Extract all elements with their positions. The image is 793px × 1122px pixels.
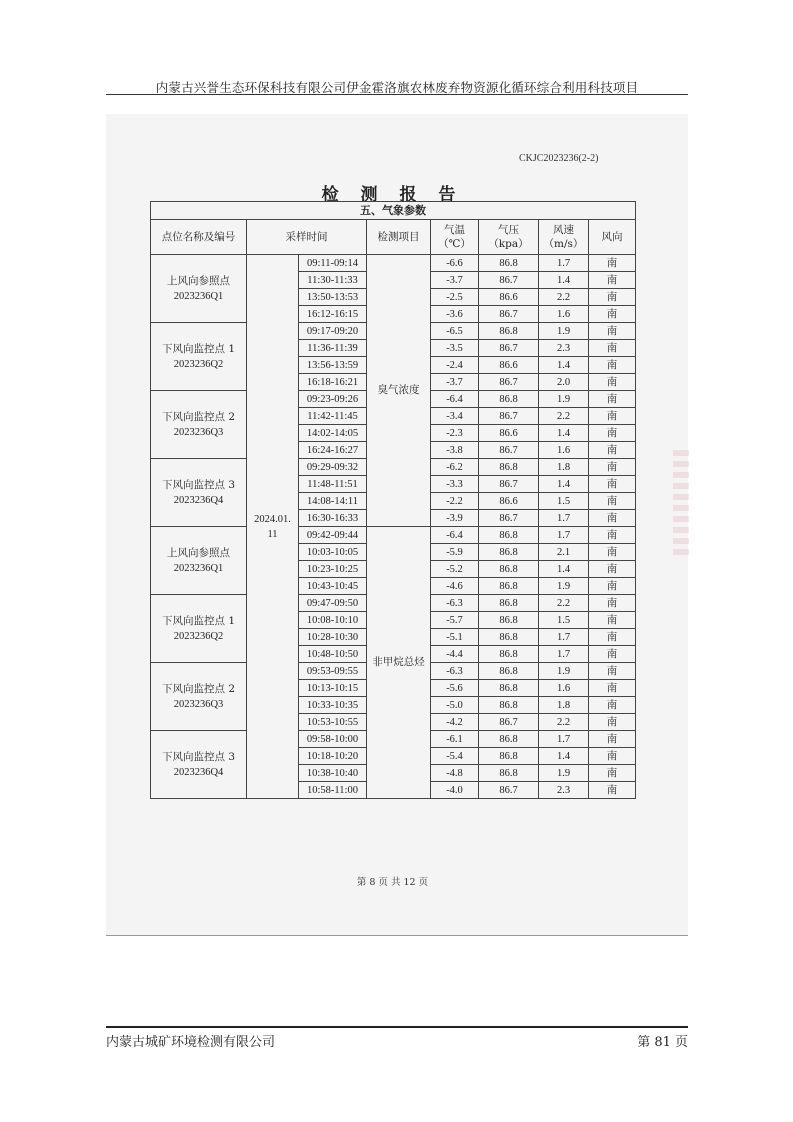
page-header-title: 内蒙古兴誉生态环保科技有限公司伊金霍洛旗农林废弃物资源化循环综合利用科技项目 <box>155 80 639 95</box>
sampling-time-cell: 10:08-10:10 <box>299 612 367 629</box>
temperature-cell: -5.2 <box>431 561 479 578</box>
wind-speed-cell: 1.4 <box>539 748 589 765</box>
point-name-cell <box>151 255 247 323</box>
column-header-pressure-label: 气压 <box>498 224 519 236</box>
sampling-time-cell: 09:29-09:32 <box>299 459 367 476</box>
wind-direction-cell: 南 <box>589 714 636 731</box>
table-body <box>151 255 636 799</box>
wind-speed-cell: 1.6 <box>539 442 589 459</box>
column-header-temperature-unit: （℃） <box>438 238 471 250</box>
temperature-cell: -6.2 <box>431 459 479 476</box>
column-header-temperature-label: 气温 <box>444 224 465 236</box>
sampling-time-cell: 10:38-10:40 <box>299 765 367 782</box>
wind-direction-cell: 南 <box>589 459 636 476</box>
test-item-cell: 非甲烷总烃 <box>367 527 431 799</box>
temperature-cell: -4.4 <box>431 646 479 663</box>
sampling-time-cell: 10:58-11:00 <box>299 782 367 799</box>
wind-direction-cell: 南 <box>589 340 636 357</box>
temperature-cell: -5.7 <box>431 612 479 629</box>
sampling-time-cell: 10:33-10:35 <box>299 697 367 714</box>
sampling-time-cell: 10:18-10:20 <box>299 748 367 765</box>
wind-direction-cell: 南 <box>589 391 636 408</box>
wind-direction-cell: 南 <box>589 408 636 425</box>
pressure-cell: 86.7 <box>479 476 539 493</box>
pressure-cell: 86.7 <box>479 782 539 799</box>
temperature-cell: -2.5 <box>431 289 479 306</box>
sampling-time-cell: 16:12-16:15 <box>299 306 367 323</box>
pressure-cell: 86.8 <box>479 527 539 544</box>
wind-speed-cell: 1.4 <box>539 561 589 578</box>
pressure-cell: 86.8 <box>479 612 539 629</box>
sampling-time-cell: 10:13-10:15 <box>299 680 367 697</box>
wind-direction-cell: 南 <box>589 357 636 374</box>
point-name: 下风向监控点 3 <box>161 750 236 763</box>
point-code: 2023236Q1 <box>173 290 224 302</box>
pressure-cell: 86.7 <box>479 272 539 289</box>
point-code: 2023236Q2 <box>173 358 224 370</box>
test-item-cell: 臭气浓度 <box>367 255 431 527</box>
sampling-time-cell: 10:23-10:25 <box>299 561 367 578</box>
wind-speed-cell: 1.7 <box>539 629 589 646</box>
sampling-time-cell: 09:47-09:50 <box>299 595 367 612</box>
wind-direction-cell: 南 <box>589 663 636 680</box>
pressure-cell: 86.8 <box>479 459 539 476</box>
column-header-wind-speed-unit: （m/s） <box>543 238 584 250</box>
column-header-wind-speed-label: 风速 <box>553 224 574 236</box>
wind-direction-cell: 南 <box>589 544 636 561</box>
sampling-time-cell: 11:42-11:45 <box>299 408 367 425</box>
temperature-cell: -3.3 <box>431 476 479 493</box>
seal-stamp-edge <box>673 450 689 555</box>
pressure-cell: 86.8 <box>479 578 539 595</box>
wind-direction-cell: 南 <box>589 612 636 629</box>
column-header-pressure-unit: （kpa） <box>488 238 529 250</box>
sampling-time-cell: 14:02-14:05 <box>299 425 367 442</box>
point-code: 2023236Q2 <box>173 630 224 642</box>
pressure-cell: 86.8 <box>479 663 539 680</box>
point-code: 2023236Q4 <box>173 766 224 778</box>
point-code: 2023236Q1 <box>173 562 224 574</box>
pressure-cell: 86.7 <box>479 714 539 731</box>
point-name: 上风向参照点 <box>167 274 230 287</box>
pressure-cell: 86.8 <box>479 629 539 646</box>
footer-divider <box>106 1026 688 1028</box>
temperature-cell: -5.0 <box>431 697 479 714</box>
wind-direction-cell: 南 <box>589 629 636 646</box>
pressure-cell: 86.8 <box>479 697 539 714</box>
temperature-cell: -5.1 <box>431 629 479 646</box>
temperature-cell: -5.4 <box>431 748 479 765</box>
temperature-cell: -3.8 <box>431 442 479 459</box>
sampling-time-cell: 11:30-11:33 <box>299 272 367 289</box>
pressure-cell: 86.7 <box>479 374 539 391</box>
point-name-cell <box>151 459 247 527</box>
temperature-cell: -3.4 <box>431 408 479 425</box>
wind-speed-cell: 1.6 <box>539 680 589 697</box>
table-row <box>151 255 636 272</box>
wind-speed-cell: 2.2 <box>539 289 589 306</box>
temperature-cell: -3.9 <box>431 510 479 527</box>
sampling-time-cell: 09:17-09:20 <box>299 323 367 340</box>
wind-direction-cell: 南 <box>589 374 636 391</box>
wind-speed-cell: 1.7 <box>539 646 589 663</box>
point-name: 下风向监控点 1 <box>161 614 236 627</box>
point-code: 2023236Q4 <box>173 494 224 506</box>
column-header-item: 检测项目 <box>367 220 431 255</box>
sampling-time-cell: 13:56-13:59 <box>299 357 367 374</box>
temperature-cell: -3.5 <box>431 340 479 357</box>
sampling-time-cell: 14:08-14:11 <box>299 493 367 510</box>
report-code: CKJC2023236(2-2) <box>519 153 599 164</box>
pressure-cell: 86.8 <box>479 323 539 340</box>
sampling-date: 2024.01. <box>254 513 291 525</box>
column-header-sampling-time: 采样时间 <box>247 220 367 255</box>
pressure-cell: 86.6 <box>479 289 539 306</box>
pressure-cell: 86.7 <box>479 340 539 357</box>
temperature-cell: -4.0 <box>431 782 479 799</box>
wind-direction-cell: 南 <box>589 527 636 544</box>
point-name: 下风向监控点 3 <box>161 478 236 491</box>
sampling-time-cell: 09:23-09:26 <box>299 391 367 408</box>
column-header-wind-direction: 风向 <box>589 220 636 255</box>
point-name: 上风向参照点 <box>167 546 230 559</box>
point-name-cell <box>151 323 247 391</box>
wind-speed-cell: 2.3 <box>539 340 589 357</box>
pressure-cell: 86.8 <box>479 731 539 748</box>
wind-speed-cell: 2.3 <box>539 782 589 799</box>
sampling-time-cell: 10:43-10:45 <box>299 578 367 595</box>
wind-speed-cell: 1.7 <box>539 510 589 527</box>
wind-speed-cell: 1.7 <box>539 731 589 748</box>
wind-direction-cell: 南 <box>589 510 636 527</box>
temperature-cell: -3.6 <box>431 306 479 323</box>
wind-direction-cell: 南 <box>589 748 636 765</box>
point-name-cell <box>151 391 247 459</box>
sampling-date-day: 11 <box>267 528 278 540</box>
wind-direction-cell: 南 <box>589 255 636 272</box>
sampling-time-cell: 16:24-16:27 <box>299 442 367 459</box>
wind-speed-cell: 1.5 <box>539 493 589 510</box>
column-header-temperature <box>431 220 479 255</box>
wind-direction-cell: 南 <box>589 595 636 612</box>
wind-speed-cell: 1.5 <box>539 612 589 629</box>
wind-speed-cell: 1.4 <box>539 272 589 289</box>
temperature-cell: -6.5 <box>431 323 479 340</box>
wind-direction-cell: 南 <box>589 493 636 510</box>
point-code: 2023236Q3 <box>173 426 224 438</box>
pressure-cell: 86.8 <box>479 680 539 697</box>
sampling-time-cell: 10:03-10:05 <box>299 544 367 561</box>
footer-page-number: 第 81 页 <box>637 1035 688 1050</box>
report-page-number: 第 8 页 共 12 页 <box>356 877 429 888</box>
pressure-cell: 86.8 <box>479 544 539 561</box>
wind-direction-cell: 南 <box>589 289 636 306</box>
temperature-cell: -4.2 <box>431 714 479 731</box>
temperature-cell: -4.6 <box>431 578 479 595</box>
temperature-cell: -4.8 <box>431 765 479 782</box>
header-divider <box>106 94 688 95</box>
wind-speed-cell: 1.9 <box>539 765 589 782</box>
temperature-cell: -2.2 <box>431 493 479 510</box>
table-section-title: 五、气象参数 <box>151 202 636 220</box>
pressure-cell: 86.8 <box>479 561 539 578</box>
wind-speed-cell: 1.4 <box>539 425 589 442</box>
temperature-cell: -6.6 <box>431 255 479 272</box>
sampling-date-cell <box>247 255 299 799</box>
temperature-cell: -3.7 <box>431 272 479 289</box>
wind-speed-cell: 2.2 <box>539 595 589 612</box>
column-header-wind-speed <box>539 220 589 255</box>
wind-direction-cell: 南 <box>589 765 636 782</box>
temperature-cell: -3.7 <box>431 374 479 391</box>
wind-direction-cell: 南 <box>589 476 636 493</box>
pressure-cell: 86.8 <box>479 595 539 612</box>
wind-speed-cell: 1.4 <box>539 357 589 374</box>
wind-speed-cell: 2.1 <box>539 544 589 561</box>
wind-speed-cell: 1.7 <box>539 527 589 544</box>
temperature-cell: -5.6 <box>431 680 479 697</box>
pressure-cell: 86.6 <box>479 493 539 510</box>
sampling-time-cell: 09:58-10:00 <box>299 731 367 748</box>
wind-direction-cell: 南 <box>589 697 636 714</box>
column-header-point: 点位名称及编号 <box>151 220 247 255</box>
sampling-time-cell: 16:30-16:33 <box>299 510 367 527</box>
wind-speed-cell: 1.9 <box>539 663 589 680</box>
wind-speed-cell: 1.7 <box>539 255 589 272</box>
temperature-cell: -6.4 <box>431 391 479 408</box>
point-name-cell <box>151 527 247 595</box>
pressure-cell: 86.7 <box>479 306 539 323</box>
sampling-time-cell: 09:42-09:44 <box>299 527 367 544</box>
point-name-cell <box>151 595 247 663</box>
point-name: 下风向监控点 2 <box>161 410 236 423</box>
sampling-time-cell: 09:53-09:55 <box>299 663 367 680</box>
wind-direction-cell: 南 <box>589 272 636 289</box>
wind-speed-cell: 1.8 <box>539 459 589 476</box>
wind-speed-cell: 1.9 <box>539 578 589 595</box>
wind-speed-cell: 1.8 <box>539 697 589 714</box>
sampling-time-cell: 09:11-09:14 <box>299 255 367 272</box>
sampling-time-cell: 11:36-11:39 <box>299 340 367 357</box>
wind-speed-cell: 1.4 <box>539 476 589 493</box>
wind-direction-cell: 南 <box>589 323 636 340</box>
meteorological-parameters-table <box>150 201 636 799</box>
wind-direction-cell: 南 <box>589 425 636 442</box>
wind-direction-cell: 南 <box>589 646 636 663</box>
sampling-time-cell: 11:48-11:51 <box>299 476 367 493</box>
wind-speed-cell: 2.2 <box>539 408 589 425</box>
footer-company: 内蒙古城矿环境检测有限公司 <box>106 1035 276 1050</box>
sampling-time-cell: 10:48-10:50 <box>299 646 367 663</box>
wind-speed-cell: 1.9 <box>539 323 589 340</box>
sampling-time-cell: 16:18-16:21 <box>299 374 367 391</box>
point-name: 下风向监控点 1 <box>161 342 236 355</box>
wind-direction-cell: 南 <box>589 442 636 459</box>
sampling-time-cell: 13:50-13:53 <box>299 289 367 306</box>
point-name: 下风向监控点 2 <box>161 682 236 695</box>
point-code: 2023236Q3 <box>173 698 224 710</box>
wind-speed-cell: 2.2 <box>539 714 589 731</box>
pressure-cell: 86.7 <box>479 442 539 459</box>
sampling-time-cell: 10:53-10:55 <box>299 714 367 731</box>
temperature-cell: -2.4 <box>431 357 479 374</box>
wind-speed-cell: 2.0 <box>539 374 589 391</box>
pressure-cell: 86.8 <box>479 765 539 782</box>
wind-speed-cell: 1.6 <box>539 306 589 323</box>
report-title: 检 测 报 告 <box>321 185 464 205</box>
temperature-cell: -6.1 <box>431 731 479 748</box>
wind-speed-cell: 1.9 <box>539 391 589 408</box>
wind-direction-cell: 南 <box>589 782 636 799</box>
scan-edge-line <box>106 935 688 936</box>
wind-direction-cell: 南 <box>589 680 636 697</box>
wind-direction-cell: 南 <box>589 731 636 748</box>
pressure-cell: 86.8 <box>479 748 539 765</box>
point-name-cell <box>151 663 247 731</box>
pressure-cell: 86.6 <box>479 357 539 374</box>
temperature-cell: -6.4 <box>431 527 479 544</box>
pressure-cell: 86.6 <box>479 425 539 442</box>
pressure-cell: 86.8 <box>479 646 539 663</box>
column-header-pressure <box>479 220 539 255</box>
point-name-cell <box>151 731 247 799</box>
pressure-cell: 86.7 <box>479 408 539 425</box>
table-row <box>151 527 636 544</box>
pressure-cell: 86.7 <box>479 510 539 527</box>
wind-direction-cell: 南 <box>589 578 636 595</box>
wind-direction-cell: 南 <box>589 561 636 578</box>
temperature-cell: -2.3 <box>431 425 479 442</box>
pressure-cell: 86.8 <box>479 391 539 408</box>
wind-direction-cell: 南 <box>589 306 636 323</box>
sampling-time-cell: 10:28-10:30 <box>299 629 367 646</box>
temperature-cell: -6.3 <box>431 595 479 612</box>
pressure-cell: 86.8 <box>479 255 539 272</box>
temperature-cell: -6.3 <box>431 663 479 680</box>
temperature-cell: -5.9 <box>431 544 479 561</box>
